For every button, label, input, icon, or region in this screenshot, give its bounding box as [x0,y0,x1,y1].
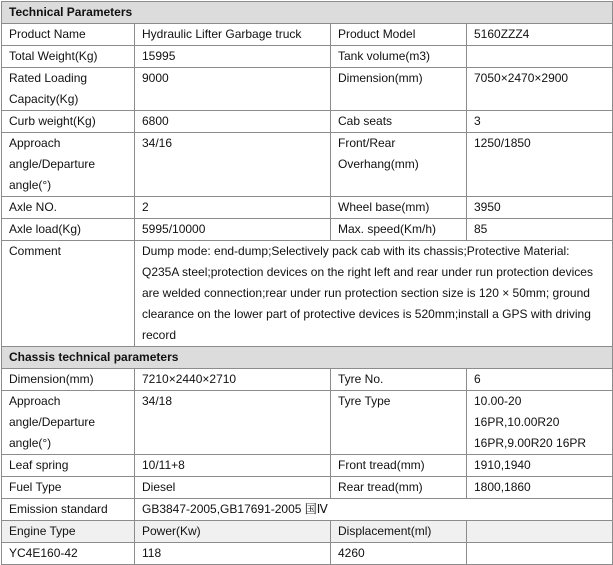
table-row [2,46,613,68]
table-row [2,111,613,133]
param-value: 7210×2440×2710 [135,369,331,391]
section-header [2,347,613,369]
param-label: Tyre No. [331,369,467,391]
comment-text: Dump mode: end-dump;Selectively pack cab with its chassis;Protective Material: Q235A steel;protection devices on the right left and rear under run protection devices are welded connection;rear under run protection section size is 120 × 50mm; ground clearance on the lower part of protective devices is 520mm;install a GPS with driving record [135,241,613,347]
param-value: 1250/1850 [467,133,613,197]
param-value: 5995/10000 [135,219,331,241]
table-row [2,219,613,241]
table-row [2,133,613,197]
param-label: Front/Rear Overhang(mm) [331,133,467,197]
param-label: Axle NO. [2,197,135,219]
param-value: 10/11+8 [135,455,331,477]
param-value: 85 [467,219,613,241]
param-label: Tank volume(m3) [331,46,467,68]
technical-parameters-heading: Technical Parameters [2,2,613,24]
param-label: Product Model [331,24,467,46]
param-label: Axle load(Kg) [2,219,135,241]
param-value: 10.00-20 16PR,10.00R20 16PR,9.00R20 16PR [467,391,613,455]
empty-value [467,543,613,565]
comment-row [2,241,613,347]
emission-label: Emission standard [2,499,135,521]
param-value: 15995 [135,46,331,68]
empty-header [467,521,613,543]
param-label: Tyre Type [331,391,467,455]
param-label: Product Name [2,24,135,46]
engine-header-row [2,521,613,543]
engine-values-row [2,543,613,565]
power-value: 118 [135,543,331,565]
param-value: 5160ZZZ4 [467,24,613,46]
param-value: 6800 [135,111,331,133]
engine-type-value: YC4E160-42 [2,543,135,565]
param-label: Front tread(mm) [331,455,467,477]
param-label: Rear tread(mm) [331,477,467,499]
table-row [2,369,613,391]
param-value: 3 [467,111,613,133]
param-value: 1910,1940 [467,455,613,477]
param-label: Dimension(mm) [331,68,467,111]
table-row [2,197,613,219]
param-label: Total Weight(Kg) [2,46,135,68]
param-value: 2 [135,197,331,219]
table-row [2,68,613,111]
displacement-value: 4260 [331,543,467,565]
param-value: 3950 [467,197,613,219]
param-label: Max. speed(Km/h) [331,219,467,241]
table-row [2,455,613,477]
param-label: Rated Loading Capacity(Kg) [2,68,135,111]
spec-table [1,1,613,565]
param-label: Dimension(mm) [2,369,135,391]
param-value: 1800,1860 [467,477,613,499]
param-value: Hydraulic Lifter Garbage truck [135,24,331,46]
param-value: 34/16 [135,133,331,197]
param-value: 34/18 [135,391,331,455]
table-row [2,477,613,499]
param-value [467,46,613,68]
engine-type-header: Engine Type [2,521,135,543]
displacement-header: Displacement(ml) [331,521,467,543]
param-label: Fuel Type [2,477,135,499]
emission-value: GB3847-2005,GB17691-2005 国Ⅳ [135,499,613,521]
param-value: Diesel [135,477,331,499]
table-row [2,391,613,455]
chassis-parameters-heading: Chassis technical parameters [2,347,613,369]
param-label: Cab seats [331,111,467,133]
param-value: 6 [467,369,613,391]
section-header [2,2,613,24]
table-row [2,24,613,46]
param-label: Wheel base(mm) [331,197,467,219]
param-label: Approach angle/Departure angle(°) [2,391,135,455]
power-header: Power(Kw) [135,521,331,543]
comment-label: Comment [2,241,135,347]
emission-row [2,499,613,521]
param-value: 9000 [135,68,331,111]
param-value: 7050×2470×2900 [467,68,613,111]
param-label: Curb weight(Kg) [2,111,135,133]
param-label: Approach angle/Departure angle(°) [2,133,135,197]
param-label: Leaf spring [2,455,135,477]
